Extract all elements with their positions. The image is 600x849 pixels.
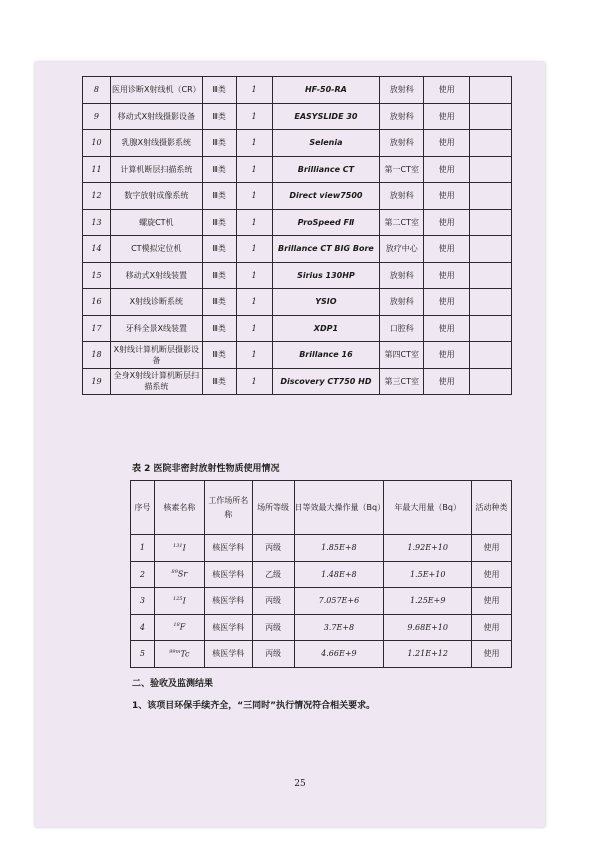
- site-level: 丙级: [252, 535, 294, 562]
- table-row: [83, 315, 512, 342]
- equipment-model: Brillance 16: [272, 342, 380, 369]
- row-number: 12: [83, 183, 111, 210]
- equipment-count: 1: [236, 209, 272, 236]
- row-number: 2: [131, 561, 155, 588]
- header-activity: 活动种类: [472, 481, 512, 535]
- nuclide-mass: 18: [173, 622, 180, 629]
- table-row: [131, 614, 512, 641]
- activity-type: 使用: [472, 641, 512, 668]
- equipment-count: 1: [236, 342, 272, 369]
- equipment-class: Ⅲ类: [202, 262, 236, 289]
- equipment-location: 第四CT室: [380, 342, 424, 369]
- equipment-location: 放射科: [380, 183, 424, 210]
- row-number: 13: [83, 209, 111, 236]
- activity-type: 使用: [472, 588, 512, 615]
- table-row: [83, 156, 512, 183]
- equipment-use: 使用: [424, 103, 470, 130]
- blank-cell: [470, 262, 512, 289]
- nuclide-mass: 131: [173, 542, 183, 549]
- blank-cell: [470, 77, 512, 104]
- equipment-use: 使用: [424, 130, 470, 157]
- annual-amount: 1.5E+10: [384, 561, 472, 588]
- blank-cell: [470, 342, 512, 369]
- blank-cell: [470, 236, 512, 263]
- equipment-use: 使用: [424, 342, 470, 369]
- equipment-class: Ⅲ类: [202, 342, 236, 369]
- row-number: 11: [83, 156, 111, 183]
- blank-cell: [470, 289, 512, 316]
- table-row: [83, 103, 512, 130]
- equipment-use: 使用: [424, 156, 470, 183]
- nuclide-name: [154, 588, 204, 615]
- equipment-use: 使用: [424, 289, 470, 316]
- equipment-count: 1: [236, 315, 272, 342]
- equipment-count: 1: [236, 77, 272, 104]
- row-number: 14: [83, 236, 111, 263]
- equipment-model: XDP1: [272, 315, 380, 342]
- activity-type: 使用: [472, 535, 512, 562]
- row-number: 9: [83, 103, 111, 130]
- daily-amount: 4.66E+9: [294, 641, 384, 668]
- blank-cell: [470, 315, 512, 342]
- table-row: [83, 183, 512, 210]
- nuclide-element: I: [182, 543, 186, 553]
- equipment-location: 放射科: [380, 130, 424, 157]
- table-row: [83, 77, 512, 104]
- header-nuclide: 核素名称: [154, 481, 204, 535]
- equipment-class: Ⅲ类: [202, 156, 236, 183]
- equipment-model: ProSpeed FⅡ: [272, 209, 380, 236]
- row-number: 18: [83, 342, 111, 369]
- equipment-name: 牙科全景X线装置: [110, 315, 202, 342]
- equipment-class: Ⅲ类: [202, 368, 236, 395]
- equipment-class: Ⅲ类: [202, 315, 236, 342]
- daily-amount: 3.7E+8: [294, 614, 384, 641]
- section-heading: 二、验收及监测结果: [132, 679, 214, 689]
- row-number: 4: [131, 614, 155, 641]
- row-number: 5: [131, 641, 155, 668]
- equipment-name: 移动式X射线装置: [110, 262, 202, 289]
- nuclide-name: [154, 561, 204, 588]
- equipment-location: 放射科: [380, 262, 424, 289]
- equipment-class: Ⅲ类: [202, 209, 236, 236]
- blank-cell: [470, 156, 512, 183]
- row-number: 19: [83, 368, 111, 395]
- equipment-model: Selenia: [272, 130, 380, 157]
- blank-cell: [470, 103, 512, 130]
- table-row: [83, 236, 512, 263]
- equipment-location: 放疗中心: [380, 236, 424, 263]
- equipment-class: Ⅲ类: [202, 289, 236, 316]
- site-name: 核医学科: [204, 641, 252, 668]
- header-site: 工作场所名称: [204, 481, 252, 535]
- blank-cell: [470, 130, 512, 157]
- nuclide-element: I: [182, 596, 186, 606]
- site-level: 乙级: [252, 561, 294, 588]
- header-annual: 年最大用量（Bq）: [384, 481, 472, 535]
- activity-type: 使用: [472, 561, 512, 588]
- nuclide-element: Sr: [177, 570, 188, 580]
- equipment-class: Ⅲ类: [202, 103, 236, 130]
- equipment-location: 放射科: [380, 289, 424, 316]
- nuclide-mass: 125: [173, 595, 183, 602]
- equipment-name: 计算机断层扫描系统: [110, 156, 202, 183]
- activity-type: 使用: [472, 614, 512, 641]
- daily-amount: 1.85E+8: [294, 535, 384, 562]
- equipment-name: 乳腺X射线摄影系统: [110, 130, 202, 157]
- equipment-count: 1: [236, 183, 272, 210]
- equipment-count: 1: [236, 130, 272, 157]
- equipment-use: 使用: [424, 183, 470, 210]
- equipment-name: CT模拟定位机: [110, 236, 202, 263]
- blank-cell: [470, 368, 512, 395]
- row-number: 15: [83, 262, 111, 289]
- nuclide-name: [154, 641, 204, 668]
- site-name: 核医学科: [204, 588, 252, 615]
- daily-amount: 7.057E+6: [294, 588, 384, 615]
- equipment-name: X射线计算机断层摄影设备: [110, 342, 202, 369]
- equipment-count: 1: [236, 262, 272, 289]
- table-row: [131, 561, 512, 588]
- table-row: [131, 588, 512, 615]
- nuclide-mass: 99m: [169, 648, 181, 655]
- nuclide-mass: 89: [171, 569, 178, 576]
- annual-amount: 1.25E+9: [384, 588, 472, 615]
- site-level: 丙级: [252, 588, 294, 615]
- row-number: 16: [83, 289, 111, 316]
- equipment-location: 口腔科: [380, 315, 424, 342]
- equipment-location: 第二CT室: [380, 209, 424, 236]
- equipment-location: 放射科: [380, 77, 424, 104]
- equipment-use: 使用: [424, 236, 470, 263]
- site-level: 丙级: [252, 641, 294, 668]
- equipment-location: 第三CT室: [380, 368, 424, 395]
- equipment-name: 螺旋CT机: [110, 209, 202, 236]
- equipment-name: 移动式X射线摄影设备: [110, 103, 202, 130]
- equipment-use: 使用: [424, 315, 470, 342]
- table-row: [131, 535, 512, 562]
- equipment-count: 1: [236, 103, 272, 130]
- equipment-model: Direct view7500: [272, 183, 380, 210]
- equipment-name: X射线诊断系统: [110, 289, 202, 316]
- equipment-class: Ⅲ类: [202, 130, 236, 157]
- table-row: [83, 262, 512, 289]
- table-row: [83, 209, 512, 236]
- row-number: 8: [83, 77, 111, 104]
- equipment-count: 1: [236, 156, 272, 183]
- blank-cell: [470, 209, 512, 236]
- annual-amount: 1.21E+12: [384, 641, 472, 668]
- site-name: 核医学科: [204, 614, 252, 641]
- equipment-model: Brillance CT BIG Bore: [272, 236, 380, 263]
- annual-amount: 1.92E+10: [384, 535, 472, 562]
- nuclide-element: Tc: [180, 649, 190, 659]
- header-daily: 日等效最大操作量（Bq）: [294, 481, 384, 535]
- equipment-model: YSIO: [272, 289, 380, 316]
- radioactive-material-table: [130, 480, 512, 668]
- equipment-count: 1: [236, 236, 272, 263]
- section-item-1: 1、该项目环保手续齐全，“三同时”执行情况符合相关要求。: [132, 701, 376, 711]
- nuclide-name: [154, 614, 204, 641]
- header-level: 场所等级: [252, 481, 294, 535]
- equipment-model: Sirius 130HP: [272, 262, 380, 289]
- table2-header-row: [131, 481, 512, 535]
- table2-caption: 表 2 医院非密封放射性物质使用情况: [132, 464, 280, 474]
- page-number: 25: [294, 779, 306, 789]
- equipment-use: 使用: [424, 209, 470, 236]
- equipment-use: 使用: [424, 77, 470, 104]
- site-name: 核医学科: [204, 535, 252, 562]
- table-row: [131, 641, 512, 668]
- equipment-name: 全身X射线计算机断层扫描系统: [110, 368, 202, 395]
- equipment-location: 第一CT室: [380, 156, 424, 183]
- equipment-name: 数字放射成像系统: [110, 183, 202, 210]
- equipment-model: HF-50-RA: [272, 77, 380, 104]
- annual-amount: 9.68E+10: [384, 614, 472, 641]
- equipment-model: Discovery CT750 HD: [272, 368, 380, 395]
- equipment-class: Ⅲ类: [202, 236, 236, 263]
- equipment-use: 使用: [424, 262, 470, 289]
- equipment-use: 使用: [424, 368, 470, 395]
- table-row: [83, 368, 512, 395]
- equipment-class: Ⅲ类: [202, 77, 236, 104]
- equipment-model: EASYSLIDE 30: [272, 103, 380, 130]
- blank-cell: [470, 183, 512, 210]
- equipment-name: 医用诊断X射线机（CR）: [110, 77, 202, 104]
- site-level: 丙级: [252, 614, 294, 641]
- nuclide-element: F: [179, 623, 186, 633]
- row-number: 3: [131, 588, 155, 615]
- equipment-location: 放射科: [380, 103, 424, 130]
- table-row: [83, 342, 512, 369]
- equipment-model: Brilliance CT: [272, 156, 380, 183]
- row-number: 1: [131, 535, 155, 562]
- table-row: [83, 289, 512, 316]
- row-number: 17: [83, 315, 111, 342]
- row-number: 10: [83, 130, 111, 157]
- equipment-count: 1: [236, 289, 272, 316]
- equipment-class: Ⅲ类: [202, 183, 236, 210]
- header-num: 序号: [131, 481, 155, 535]
- equipment-table: [82, 76, 512, 395]
- site-name: 核医学科: [204, 561, 252, 588]
- equipment-count: 1: [236, 368, 272, 395]
- daily-amount: 1.48E+8: [294, 561, 384, 588]
- table-row: [83, 130, 512, 157]
- nuclide-name: [154, 535, 204, 562]
